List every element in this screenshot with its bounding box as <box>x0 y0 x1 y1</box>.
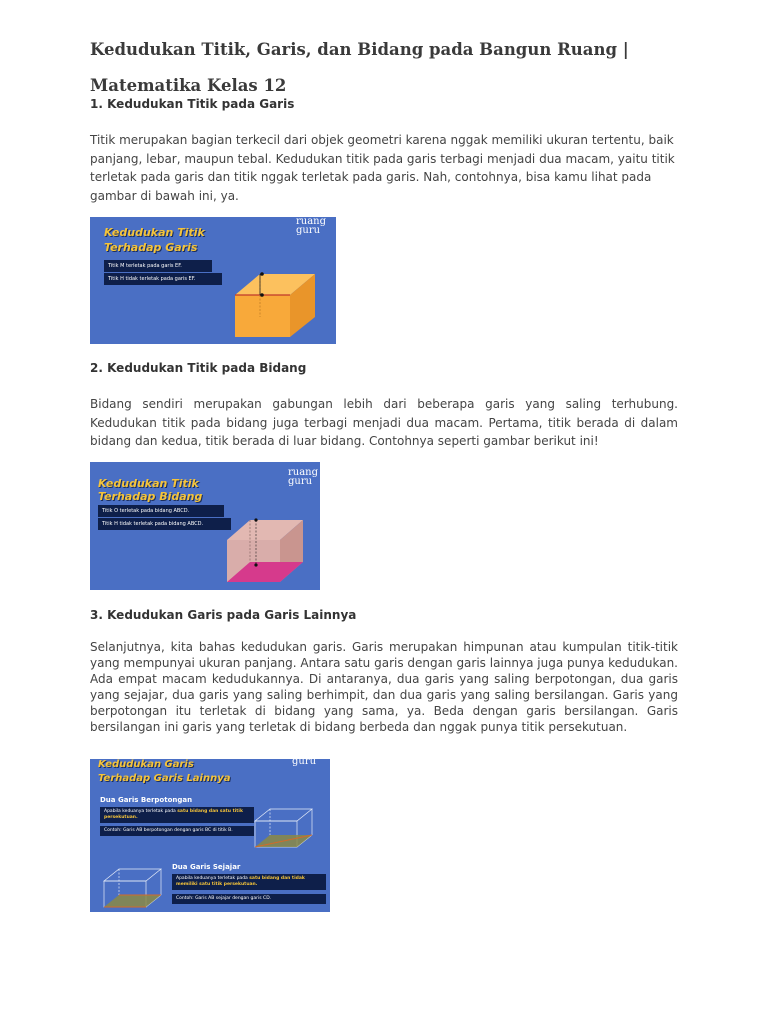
ruangguru-logo: guru <box>292 759 317 767</box>
figure-point-on-line <box>90 217 336 344</box>
box-parallel-example: Contoh: Garis AB sejajar dengan garis CD. <box>172 894 326 904</box>
figure-title-line1: Kedudukan Titik <box>98 477 199 490</box>
ruangguru-logo-line1: ruang <box>288 467 319 478</box>
section-body-3: Selanjutnya, kita bahas kedudukan garis. Garis merupakan himpunan atau kumpulan titik-titik yang mempunyai ukuran panjang. Antara satu garis dengan garis lainnya juga punya kedudukan. Ada empat macam kedudukannya. Di antaranya, dua garis yang saling berpotongan, dua garis yang sejajar, dua garis yang saling berhimpit, dan dua garis yang saling bersilangan. Garis yang berpotongan itu terletak di bidang yang sama, ya. Beda dengan garis bersilangan. Garis bersilangan ini garis yang terletak di bidang berbeda dan nggak punya titik persekutuan. <box>90 640 678 734</box>
point-o <box>254 563 257 566</box>
figure-caption-2: Titik H tidak terletak pada bidang ABCD. <box>98 518 231 530</box>
figure-point-on-plane <box>90 462 320 590</box>
figure-title-line1: Kedudukan Titik <box>104 226 205 239</box>
ruangguru-logo-line2: guru <box>288 476 313 487</box>
point-h <box>254 518 257 521</box>
section-body-1: Titik merupakan bagian terkecil dari objek geometri karena nggak memiliki ukuran tertentu, baik panjang, lebar, maupun tebal. Kedudukan titik pada garis terbagi menjadi dua macam, yaitu titik terletak pada garis dan titik nggak terletak pada garis. Nah, contohnya, bisa kamu lihat pada gambar di bawah ini, ya. <box>90 133 675 203</box>
section-heading-2: 2. Kedudukan Titik pada Bidang <box>90 361 307 375</box>
ruangguru-logo-line2: guru <box>296 225 321 236</box>
box-text: Apabila keduanya terletak pada <box>176 876 250 881</box>
figure-title-line2: Terhadap Garis Lainnya <box>98 773 231 784</box>
figure-line-to-line <box>90 759 330 912</box>
cube-front-face <box>235 295 290 337</box>
page-title: Kedudukan Titik, Garis, dan Bidang pada Bangun Ruang | Matematika Kelas 12 <box>90 40 629 95</box>
box-highlight: satu bidang dan satu titik persekutuan. <box>104 809 243 820</box>
section-heading-3: 3. Kedudukan Garis pada Garis Lainnya <box>90 608 357 622</box>
base-plane-left <box>104 895 161 907</box>
subheading-parallel: Dua Garis Sejajar <box>172 863 241 871</box>
cube-diagrams-3 <box>90 759 330 912</box>
ruangguru-logo-line1: ruang <box>296 217 327 227</box>
section-heading-1: 1. Kedudukan Titik pada Garis <box>90 97 295 111</box>
point-h <box>260 272 264 276</box>
figure-title-line2: Terhadap Bidang <box>98 490 203 503</box>
figure-title-line2: Terhadap Garis <box>104 241 198 254</box>
subheading-intersecting: Dua Garis Berpotongan <box>100 796 193 804</box>
figure-caption-1: Titik M terletak pada garis EF. <box>104 260 212 272</box>
figure-caption-1: Titik O terletak pada bidang ABCD. <box>98 505 224 517</box>
box-intersecting-example: Contoh: Garis AB berpotongan dengan garis BC di titik B. <box>100 826 254 836</box>
box-text: Apabila keduanya terletak pada <box>104 809 178 814</box>
section-body-2: Bidang sendiri merupakan gabungan lebih dari beberapa garis yang saling terhubung. Kedudukan titik pada bidang juga terbagi menjadi dua macam. Pertama, titik berada di dalam bidang dan kedua, titik berada di luar bidang. Contohnya seperti gambar berikut ini! <box>90 397 678 448</box>
figure-title-line1: Kedudukan Garis <box>98 759 194 770</box>
box-highlight: satu bidang dan tidak memiliki satu titik persekutuan. <box>176 876 305 887</box>
cube-diagram-2 <box>90 462 320 590</box>
figure-caption-2: Titik H tidak terletak pada garis EF. <box>104 273 222 285</box>
point-m <box>260 293 264 297</box>
cube-diagram-1 <box>90 217 336 344</box>
